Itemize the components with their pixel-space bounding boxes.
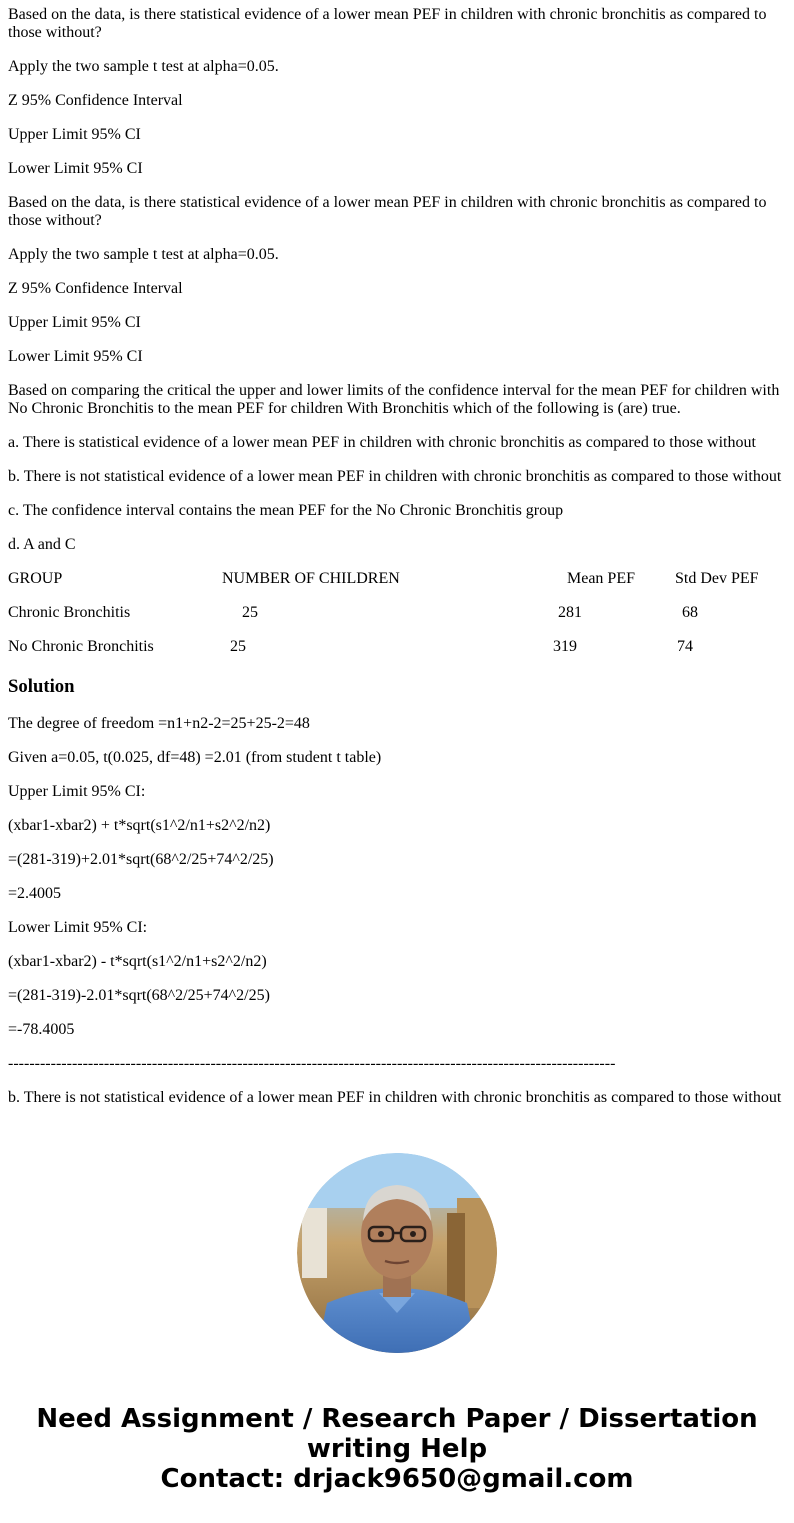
ci-label: Z 95% Confidence Interval xyxy=(8,280,183,297)
option-c: c. The confidence interval contains the mean PEF for the No Chronic Bronchitis group xyxy=(8,502,564,519)
separator-line: ------------------------------------------------------------------------------------------------------------------ xyxy=(8,1055,616,1072)
table-header-group: GROUP xyxy=(8,570,63,587)
table-cell-sd: 74 xyxy=(677,638,693,655)
upper-limit-label: Upper Limit 95% CI xyxy=(8,314,141,331)
solution-line: =(281-319)+2.01*sqrt(68^2/25+74^2/25) xyxy=(8,851,274,868)
solution-line: The degree of freedom =n1+n2-2=25+25-2=48 xyxy=(8,715,310,732)
cta-contact: Contact: drjack9650@gmail.com xyxy=(160,1464,634,1494)
table-header-sd: Std Dev PEF xyxy=(675,570,759,587)
option-b: b. There is not statistical evidence of a lower mean PEF in children with chronic bronchitis as compared to those without xyxy=(8,468,782,485)
solution-line: =-78.4005 xyxy=(8,1021,75,1038)
solution-answer: b. There is not statistical evidence of a lower mean PEF in children with chronic bronchitis as compared to those without xyxy=(8,1089,782,1106)
question-instruction: Apply the two sample t test at alpha=0.05. xyxy=(8,246,279,263)
table-cell-mean: 281 xyxy=(558,604,582,621)
solution-heading: Solution xyxy=(8,676,75,697)
table-cell-sd: 68 xyxy=(682,604,698,621)
option-d: d. A and C xyxy=(8,536,76,553)
question-paragraph: Based on comparing the critical the upper and lower limits of the confidence interval for the mean PEF for children with No Chronic Bronchitis to the mean PEF for children With Bronchitis which of the following is (are) true. xyxy=(8,382,780,417)
table-header-number: NUMBER OF CHILDREN xyxy=(222,570,400,587)
lower-limit-label: Lower Limit 95% CI xyxy=(8,160,143,177)
footer-cta xyxy=(0,1404,794,1494)
question-paragraph: Based on the data, is there statistical evidence of a lower mean PEF in children with chronic bronchitis as compared to those without? xyxy=(8,194,767,229)
table-header-mean: Mean PEF xyxy=(567,570,635,587)
solution-line: Given a=0.05, t(0.025, df=48) =2.01 (from student t table) xyxy=(8,749,382,766)
cta-line: writing Help xyxy=(306,1434,488,1464)
author-avatar xyxy=(297,1153,497,1353)
table-cell-number: 25 xyxy=(230,638,246,655)
table-cell-number: 25 xyxy=(242,604,258,621)
upper-limit-label: Upper Limit 95% CI xyxy=(8,126,141,143)
option-a: a. There is statistical evidence of a lower mean PEF in children with chronic bronchitis as compared to those without xyxy=(8,434,756,451)
question-instruction: Apply the two sample t test at alpha=0.05. xyxy=(8,58,279,75)
author-photo xyxy=(297,1153,497,1353)
solution-line: =(281-319)-2.01*sqrt(68^2/25+74^2/25) xyxy=(8,987,270,1004)
data-table xyxy=(8,570,788,660)
solution-line: (xbar1-xbar2) + t*sqrt(s1^2/n1+s2^2/n2) xyxy=(8,817,271,834)
table-cell-group: Chronic Bronchitis xyxy=(8,604,131,621)
solution-line: (xbar1-xbar2) - t*sqrt(s1^2/n1+s2^2/n2) xyxy=(8,953,267,970)
table-cell-mean: 319 xyxy=(553,638,577,655)
lower-limit-label: Lower Limit 95% CI xyxy=(8,348,143,365)
cta-line: Need Assignment / Research Paper / Dissertation xyxy=(36,1404,758,1434)
question-paragraph: Based on the data, is there statistical evidence of a lower mean PEF in children with chronic bronchitis as compared to those without? xyxy=(8,6,767,41)
solution-line: Lower Limit 95% CI: xyxy=(8,919,148,936)
solution-line: Upper Limit 95% CI: xyxy=(8,783,146,800)
table-cell-group: No Chronic Bronchitis xyxy=(8,638,154,655)
ci-label: Z 95% Confidence Interval xyxy=(8,92,183,109)
solution-line: =2.4005 xyxy=(8,885,62,902)
